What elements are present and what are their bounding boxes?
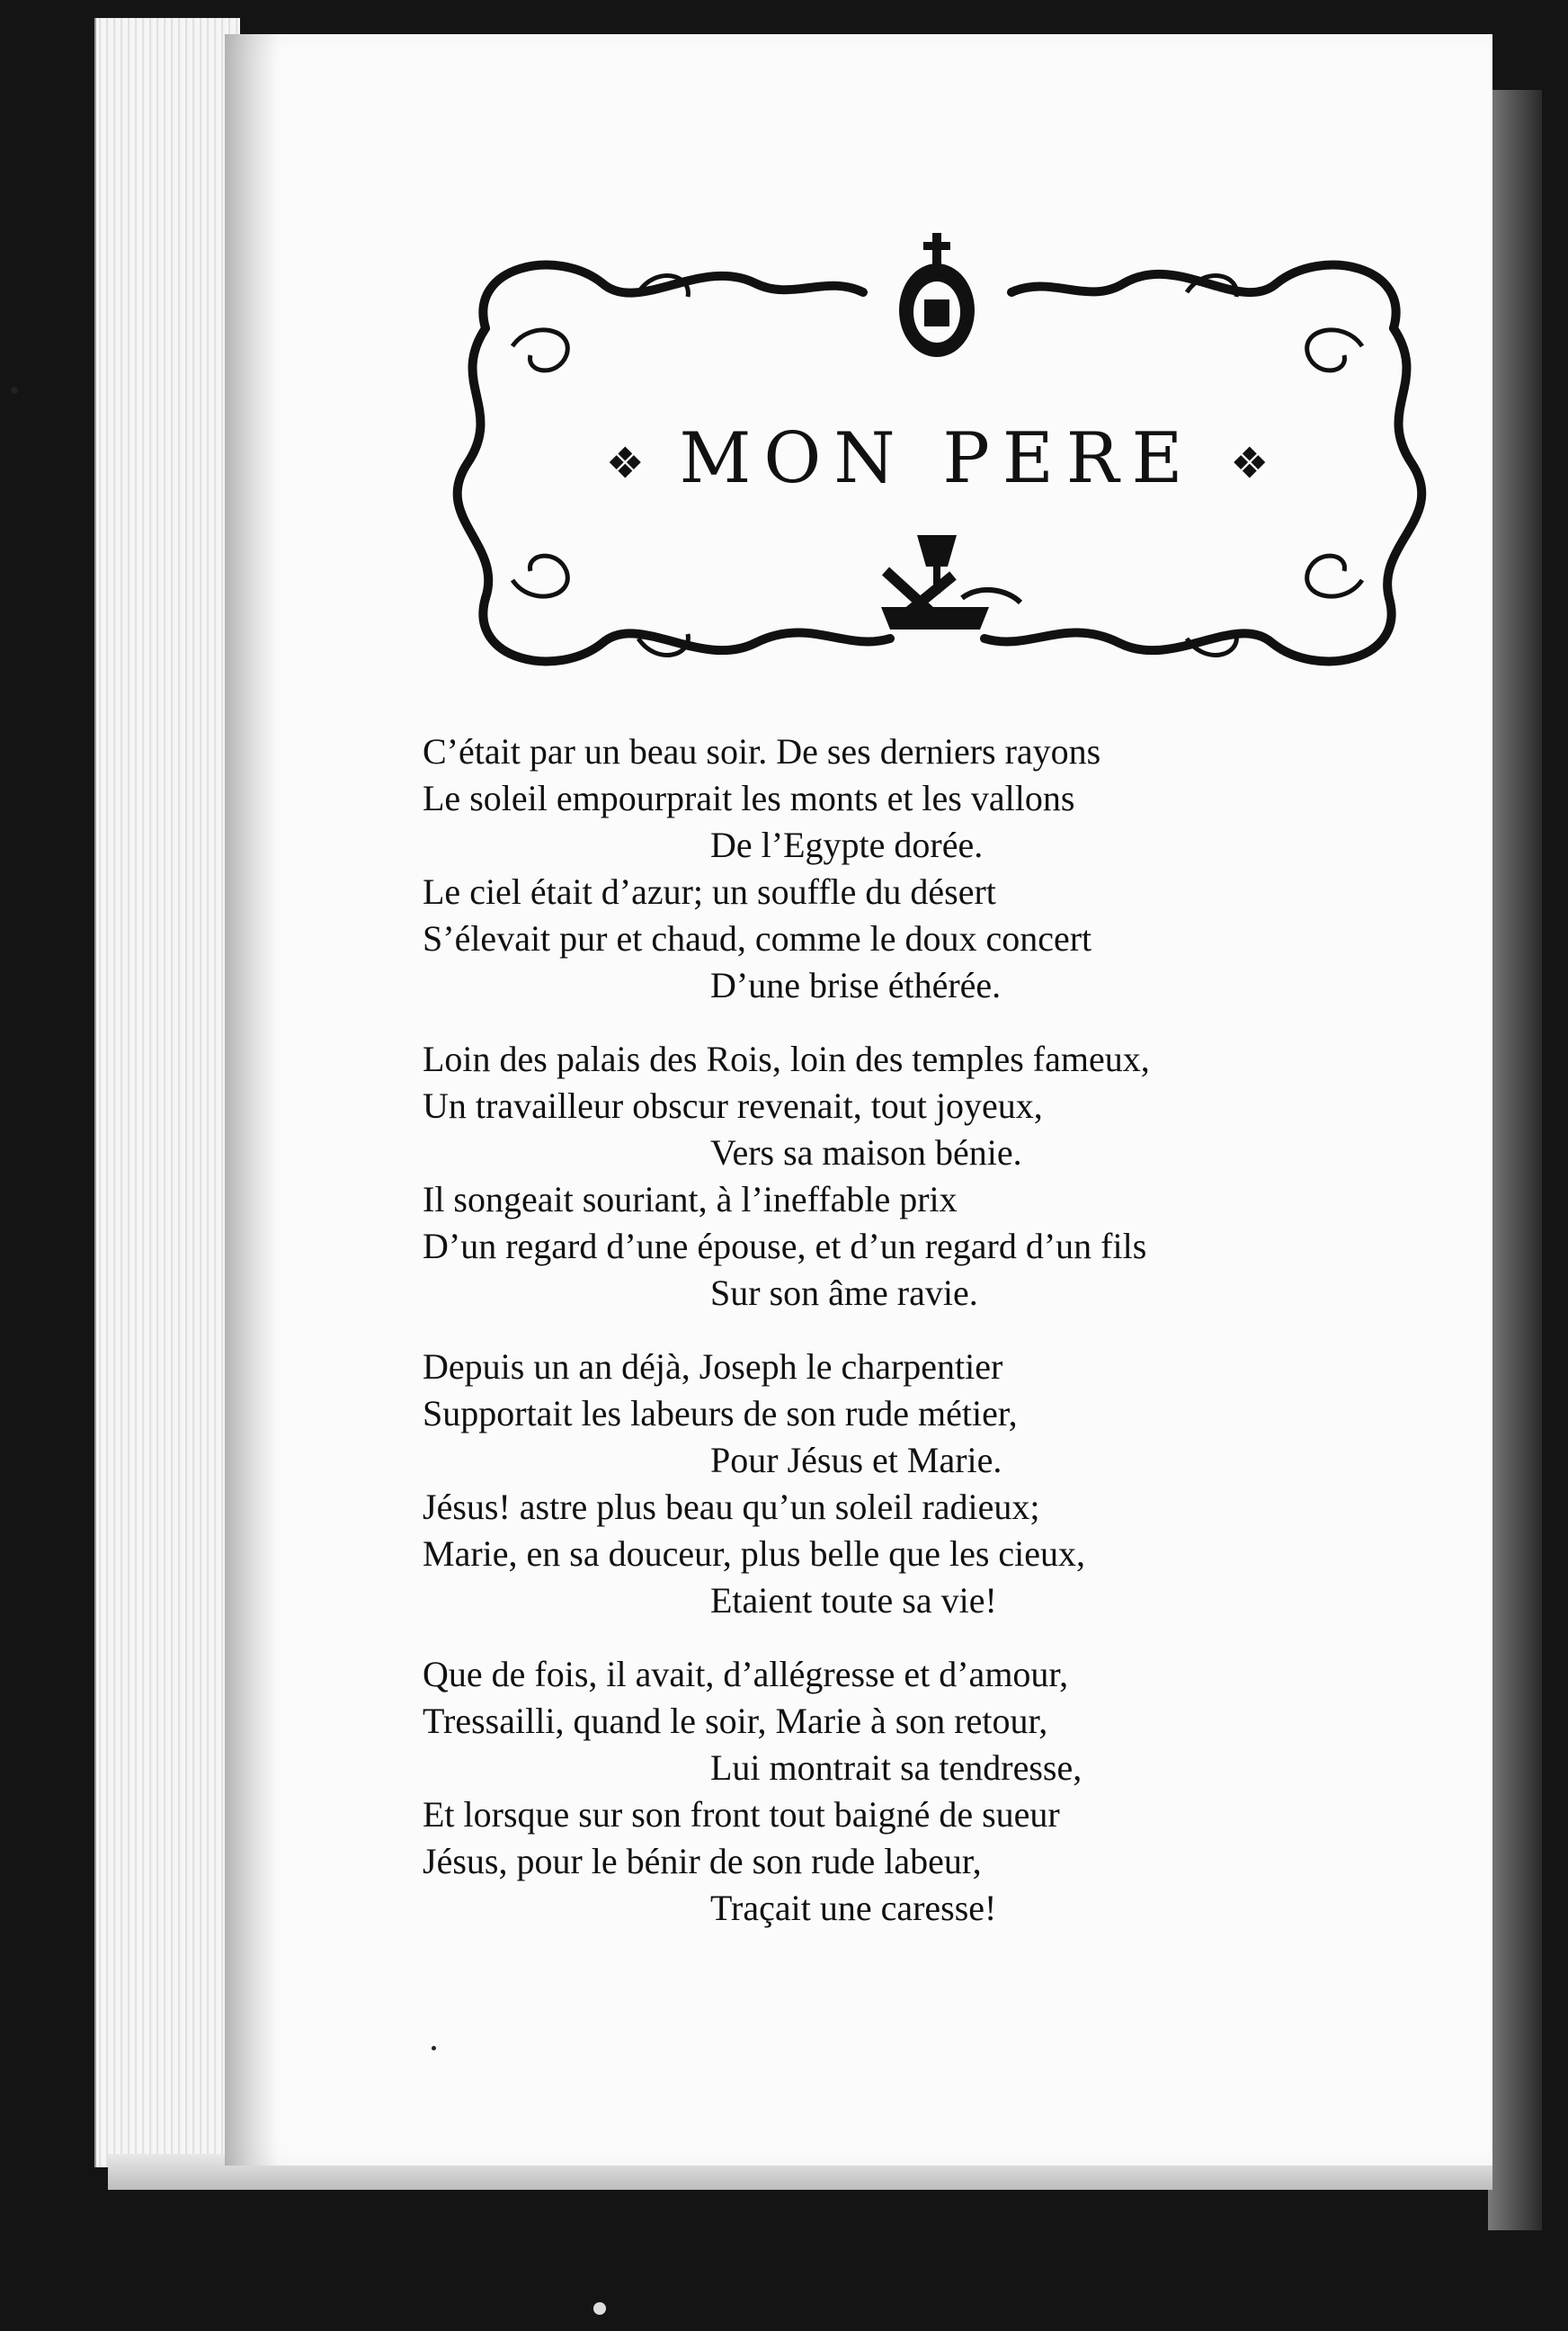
poem-line: Supportait les labeurs de son rude métier,	[423, 1393, 1018, 1433]
stanza-1	[423, 728, 1457, 1009]
gutter-shadow	[225, 34, 279, 2166]
poem-line: Le soleil empourprait les monts et les vallons	[423, 778, 1075, 818]
poem-line: Etaient toute sa vie!	[710, 1580, 997, 1621]
right-ornament-icon: ❖	[1230, 438, 1270, 489]
dust-speck	[593, 2302, 606, 2315]
poem-line: Lui montrait sa tendresse,	[710, 1747, 1082, 1788]
poem-line: Sur son âme ravie.	[710, 1273, 978, 1313]
poem-line: Pour Jésus et Marie.	[710, 1440, 1002, 1480]
poem-line: Depuis un an déjà, Joseph le charpentier	[423, 1346, 1003, 1387]
poem-line: D’une brise éthérée.	[710, 965, 1002, 1005]
poem-line: C’était par un beau soir. De ses derniers rayons	[423, 731, 1101, 772]
poem-line: Jésus, pour le bénir de son rude labeur,	[423, 1841, 982, 1881]
poem-line: S’élevait pur et chaud, comme le doux concert	[423, 918, 1092, 959]
poem-body	[423, 728, 1457, 1959]
poem-line: Loin des palais des Rois, loin des temples fameux,	[423, 1039, 1150, 1079]
book-page-edges	[94, 18, 240, 2167]
left-ornament-icon: ❖	[605, 438, 645, 489]
poem-line: Tressailli, quand le soir, Marie à son retour,	[423, 1701, 1048, 1741]
title-text: MON PERE	[679, 418, 1196, 499]
poem-line: De l’Egypte dorée.	[710, 825, 984, 865]
stanza-2	[423, 1036, 1457, 1317]
poem-line: Jésus! astre plus beau qu’un soleil radieux;	[423, 1487, 1040, 1527]
poem-line: Et lorsque sur son front tout baigné de sueur	[423, 1794, 1060, 1835]
poem-line: Il songeait souriant, à l’ineffable prix	[423, 1179, 958, 1219]
poem-line: Que de fois, il avait, d’allégresse et d’amour,	[423, 1654, 1069, 1694]
page-title	[432, 418, 1443, 499]
stanza-3	[423, 1344, 1457, 1624]
poem-line: Un travailleur obscur revenait, tout joyeux,	[423, 1085, 1043, 1126]
poem-line: Traçait une caresse!	[710, 1888, 997, 1928]
dust-speck	[11, 387, 18, 394]
ornamental-title-frame	[432, 229, 1443, 697]
poem-line: Le ciel était d’azur; un souffle du désert	[423, 871, 996, 912]
dust-speck	[432, 2046, 436, 2050]
poem-line: D’un regard d’une épouse, et d’un regard d’un fils	[423, 1226, 1147, 1266]
stanza-4	[423, 1651, 1457, 1932]
poem-line: Vers sa maison bénie.	[710, 1132, 1022, 1173]
scanner-background	[1488, 90, 1542, 2230]
poem-line: Marie, en sa douceur, plus belle que les cieux,	[423, 1533, 1086, 1574]
